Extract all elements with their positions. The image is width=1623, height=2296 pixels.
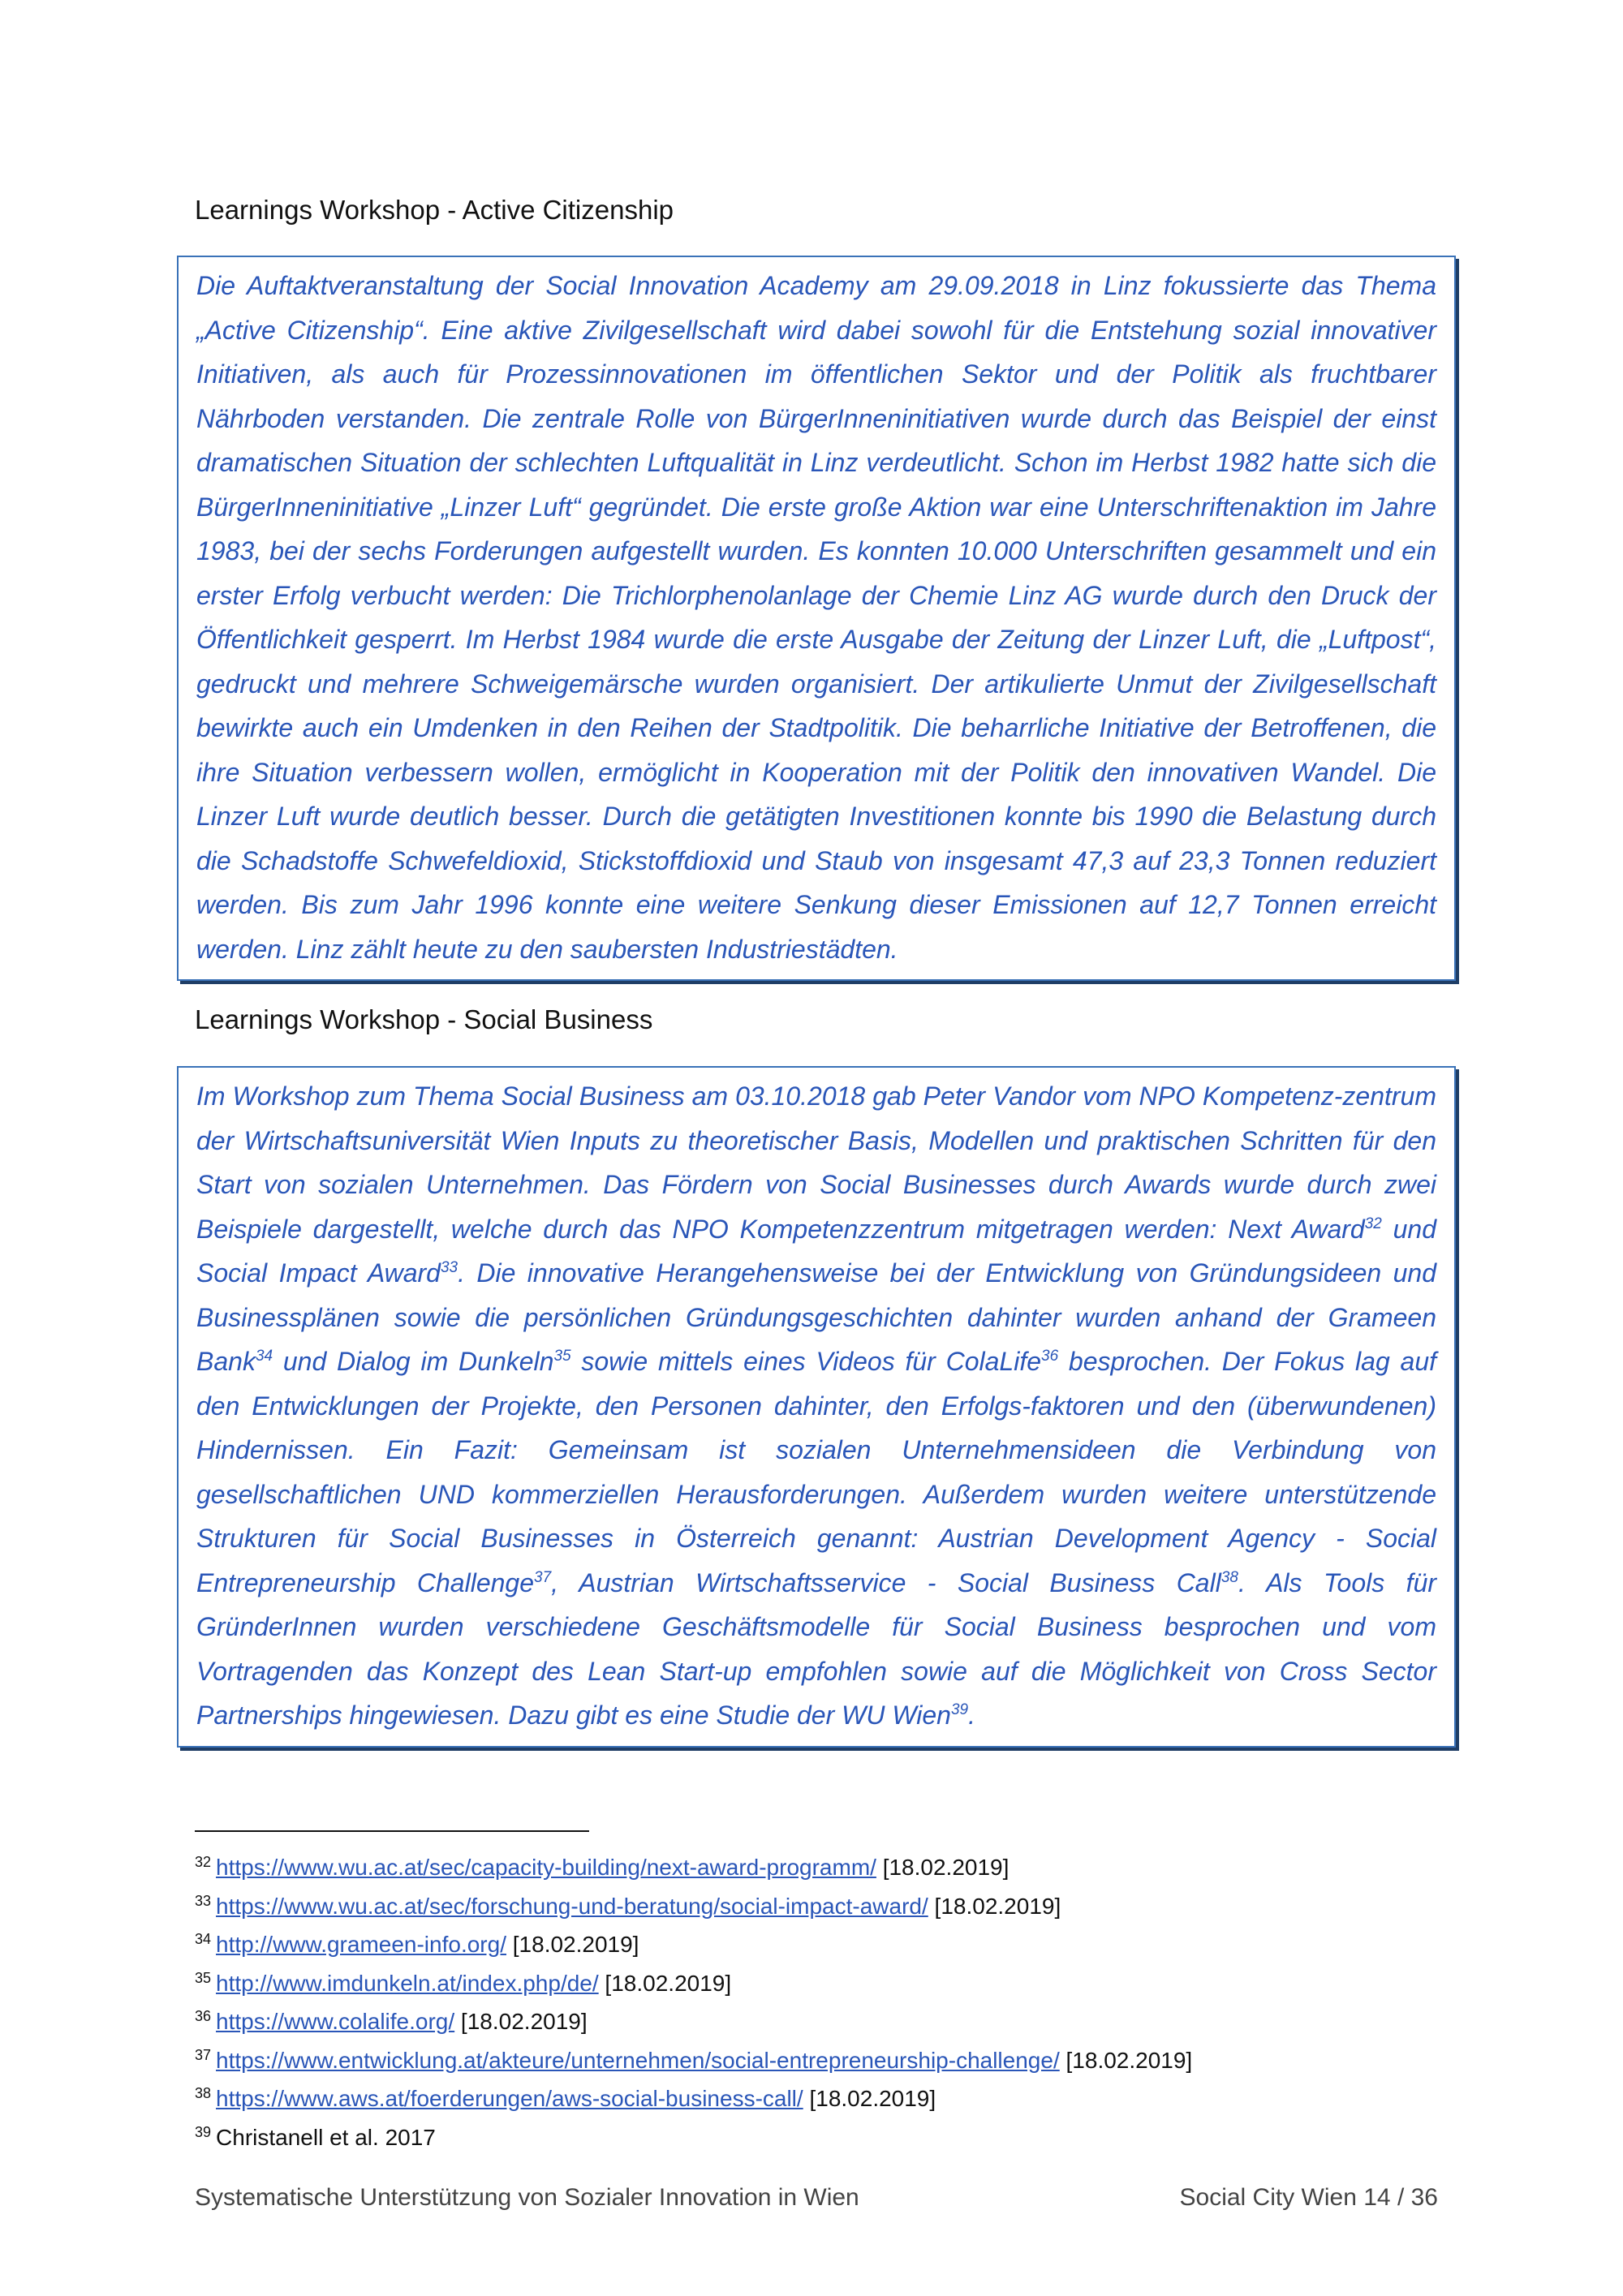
social-business-text-part: . Als Tools für GründerInnen wurden verschiedene Geschäftsmodelle für Social Business besprochen und vom Vortragenden das Konzept des Lean Start-up empfohlen sowie auf die Möglichkeit von Cross Sector Partnerships hingewiesen. Dazu gibt es eine Studie der WU Wien	[196, 1567, 1437, 1730]
footnote-separator	[195, 1830, 589, 1832]
active-citizenship-box	[177, 256, 1456, 981]
footnote-item	[195, 1885, 1192, 1924]
footnote-item	[195, 1962, 1192, 2001]
section-heading-active-citizenship: Learnings Workshop - Active Citizenship	[195, 195, 674, 225]
footnote-item	[195, 2077, 1192, 2116]
footnote-link[interactable]: https://www.wu.ac.at/sec/forschung-und-beratung/social-impact-award/	[216, 1893, 928, 1919]
footnote-link[interactable]: https://www.wu.ac.at/sec/capacity-building/next-award-programm/	[216, 1855, 876, 1880]
footnote-number: 39	[195, 2123, 212, 2140]
footnote-ref[interactable]: 33	[440, 1259, 458, 1276]
footnote-link[interactable]: http://www.imdunkeln.at/index.php/de/	[216, 1970, 599, 1996]
social-business-text-part: , Austrian Wirtschaftsservice - Social Business Call	[551, 1567, 1221, 1597]
social-business-text-part: Im Workshop zum Thema Social Business am 03.10.2018 gab Peter Vandor vom NPO Kompetenz-zentrum der Wirtschaftsuniversität Wien Inputs zu theoretischer Basis, Modellen und praktischen Schritten für den Start von sozialen Unternehmen. Das Fördern von Social Businesses durch Awards wurde durch zwei Beispiele dargestellt, welche durch das NPO Kompetenzzentrum mitgetragen werden: Next Award	[196, 1081, 1436, 1244]
footnote-ref[interactable]: 34	[255, 1348, 273, 1365]
footnote-number: 35	[195, 1969, 212, 1986]
footnote-date: [18.02.2019]	[598, 1970, 732, 1996]
footnote-ref[interactable]: 36	[1041, 1348, 1059, 1365]
section-heading-social-business: Learnings Workshop - Social Business	[195, 1004, 653, 1034]
social-business-text-part: und Dialog im Dunkeln	[273, 1347, 554, 1376]
active-citizenship-text: Die Auftaktveranstaltung der Social Innovation Academy am 29.09.2018 in Linz fokussierte das Thema „Active Citizenship“. Eine aktive Zivilgesellschaft wird dabei sowohl für die Entstehung sozial innovativer Initiativen, als auch für Prozessinnovationen im öffentlichen Sektor und der Politik als fruchtbarer Nährboden verstanden. Die zentrale Rolle von BürgerInneninitiativen wurde durch das Beispiel der einst dramatischen Situation der schlechten Luftqualität in Linz verdeutlicht. Schon im Herbst 1982 hatte sich die BürgerInneninitiative „Linzer Luft“ gegründet. Die erste große Aktion war eine Unterschriftenaktion im Jahre 1983, bei der sechs Forderungen aufgestellt wurden. Es konnten 10.000 Unterschriften gesammelt und ein erster Erfolg verbucht werden: Die Trichlorphenolanlage der Chemie Linz AG wurde durch den Druck der Öffentlichkeit gesperrt. Im Herbst 1984 wurde die erste Ausgabe der Zeitung der Linzer Luft, die „Luftpost“, gedruckt und mehrere Schweigemärsche wurden organisiert. Der artikulierte Unmut der Zivilgesellschaft bewirkte auch ein Umdenken in den Reihen der Stadtpolitik. Die beharrliche Initiative der Betroffenen, die ihre Situation verbessern wollen, ermöglicht in Kooperation mit der Politik den innovativen Wandel. Die Linzer Luft wurde deutlich besser. Durch die getätigten Investitionen konnte bis 1990 die Belastung durch die Schadstoffe Schwefeldioxid, Stickstoffdioxid und Staub von insgesamt 47,3 auf 23,3 Tonnen reduziert werden. Bis zum Jahr 1996 konnte eine weitere Senkung dieser Emissionen auf 12,7 Tonnen erreicht werden. Linz zählt heute zu den saubersten Industriestädten.	[196, 271, 1436, 964]
social-business-box	[177, 1066, 1456, 1748]
footnote-link[interactable]: https://www.entwicklung.at/akteure/unternehmen/social-entrepreneurship-challenge/	[216, 2047, 1060, 2073]
footnote-ref[interactable]: 39	[950, 1701, 969, 1718]
footnote-ref[interactable]: 35	[553, 1348, 571, 1365]
footnote-number: 34	[195, 1931, 212, 1947]
footnote-item	[195, 2039, 1192, 2078]
footnote-number: 37	[195, 2046, 212, 2063]
footnote-date: [18.02.2019]	[928, 1893, 1061, 1919]
footnote-item	[195, 2000, 1192, 2039]
footnote-text: Christanell et al. 2017	[216, 2124, 436, 2150]
footer-document-title: Systematische Unterstützung von Sozialer Innovation in Wien	[195, 2184, 859, 2211]
social-business-text-part: sowie mittels eines Videos für ColaLife	[570, 1347, 1041, 1376]
footnote-date: [18.02.2019]	[876, 1855, 1010, 1880]
footnote-date: [18.02.2019]	[1059, 2047, 1193, 2073]
footnote-item	[195, 1923, 1192, 1962]
footnote-number: 38	[195, 2085, 212, 2101]
footnote-ref[interactable]: 37	[534, 1568, 552, 1586]
footnote-number: 33	[195, 1892, 212, 1909]
footnote-link[interactable]: https://www.aws.at/foerderungen/aws-social-business-call/	[216, 2086, 803, 2111]
footnote-link[interactable]: https://www.colalife.org/	[216, 2009, 455, 2034]
social-business-text-part: .	[968, 1701, 975, 1730]
social-business-text	[196, 1074, 1436, 1738]
footnote-date: [18.02.2019]	[506, 1932, 639, 1957]
footnote-number: 32	[195, 1854, 212, 1870]
footnote-ref[interactable]: 38	[1220, 1568, 1238, 1586]
footnote-item	[195, 1846, 1192, 1885]
footnote-number: 36	[195, 2008, 212, 2024]
footnote-date: [18.02.2019]	[454, 2009, 588, 2034]
footnote-date: [18.02.2019]	[803, 2086, 936, 2111]
footnote-link[interactable]: http://www.grameen-info.org/	[216, 1932, 506, 1957]
social-business-text-part: und Social Impact Award	[196, 1214, 1437, 1288]
footnote-list	[195, 1846, 1192, 2154]
footer-page-number: Social City Wien 14 / 36	[1179, 2184, 1438, 2211]
footnote-item	[195, 2116, 1192, 2155]
social-business-text-part: . Die innovative Herangehensweise bei der Entwicklung von Gründungsideen und Businessplänen sowie die persönlichen Gründungsgeschichten dahinter wurden anhand der Grameen Bank	[196, 1258, 1436, 1376]
social-business-text-part: besprochen. Der Fokus lag auf den Entwicklungen der Projekte, den Personen dahinter, den Erfolgs-faktoren und den (überwundenen) Hindernissen. Ein Fazit: Gemeinsam ist sozialen Unternehmensideen die Verbindung von gesellschaftlichen UND kommerziellen Herausforderungen. Außerdem wurden weitere unterstützende Strukturen für Social Businesses in Österreich genannt: Austrian Development Agency - Social Entrepreneurship Challenge	[196, 1347, 1437, 1597]
footnote-ref[interactable]: 32	[1364, 1215, 1382, 1232]
